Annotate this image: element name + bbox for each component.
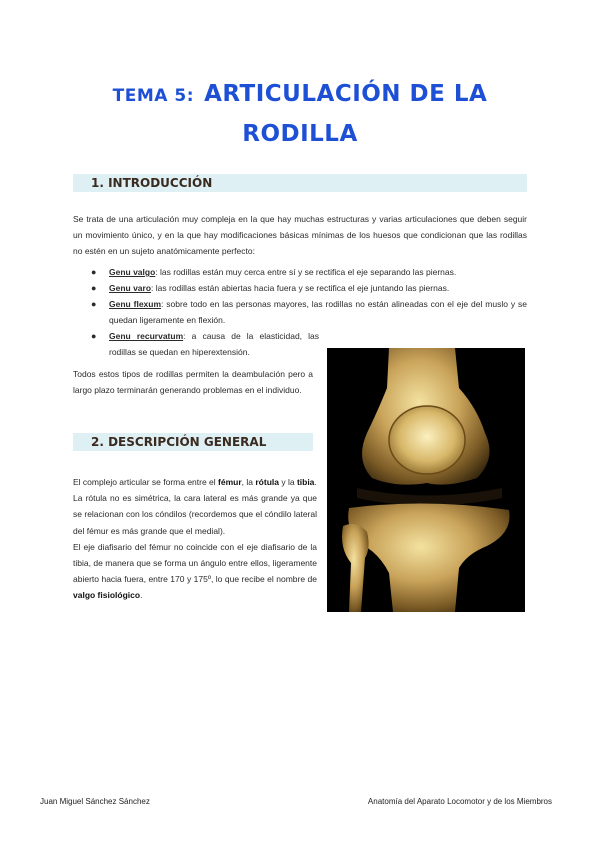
bullet-term: Genu recurvatum (109, 331, 184, 341)
section-heading-descripcion-general: 2. DESCRIPCIÓN GENERAL (73, 433, 313, 451)
description-line-3: El eje diafisario del fémur no coincide con el eje diafisario de la tibia, de manera que se forma un ángulo entre ellos, ligeramente abierto hacia fuera, entre 170 y 175º, lo que recibe el nombre de valgo fisiológico. (73, 541, 317, 601)
title-line-2: RODILLA (242, 121, 358, 147)
knee-3d-image (327, 348, 525, 612)
list-item (93, 328, 319, 360)
genu-list (93, 264, 527, 360)
knee-bone-illustration (327, 348, 525, 612)
title-line-1: ARTICULACIÓN DE LA (204, 81, 488, 107)
bullet-term: Genu varo (109, 283, 152, 293)
bullet-text: : las rodillas están abiertas hacia fuera y se rectifica el eje juntando las piernas. (151, 283, 450, 293)
bullet-text: : sobre todo en las personas mayores, las rodillas no están alineadas con el eje del muslo y se quedan ligeramente en flexión. (109, 299, 527, 325)
bullet-text: : las rodillas están muy cerca entre sí y se rectifica el eje separando las piernas. (155, 267, 457, 277)
term-rotula: rótula (255, 477, 279, 487)
document-title (0, 78, 600, 150)
bullet-icon: ● (91, 283, 97, 293)
bullet-icon: ● (91, 299, 97, 309)
bullet-text: : a causa de la elasticidad, las rodillas se quedan en hiperextensión. (109, 331, 320, 357)
title-prefix: TEMA 5: (112, 86, 194, 106)
intro-paragraph: Se trata de una articulación muy compleja en la que hay muchas estructuras y varias articulaciones que deben seguir un movimiento único, y en la que hay modificaciones básicas mínimas de los huesos que condicionan que las rodillas no estén en un sujeto anatómicamente perfecto: (73, 214, 527, 257)
description-paragraph (73, 474, 317, 604)
term-tibia: tibia (296, 477, 315, 487)
footer-author: Juan Miguel Sánchez Sánchez (40, 797, 150, 806)
description-line-1: El complejo articular se forma entre el fémur, la rótula y la tibia. (73, 477, 317, 487)
description-line-2: La rótula no es simétrica, la cara lateral es más grande ya que se relacionan con los cóndilos (recordemos que el cóndilo lateral del fémur es más grande que el medial). (73, 493, 317, 536)
list-item (93, 280, 527, 296)
bullet-icon: ● (91, 331, 97, 341)
list-item (93, 296, 527, 328)
bullet-term: Genu valgo (109, 267, 156, 277)
bullet-icon: ● (91, 267, 97, 277)
section-heading-introduccion: 1. INTRODUCCIÓN (73, 174, 527, 192)
term-valgo-fisiologico: valgo fisiológico (73, 590, 141, 601)
list-item (93, 264, 527, 280)
bullet-term: Genu flexum (109, 299, 162, 309)
term-femur: fémur (218, 477, 242, 487)
todos-paragraph: Todos estos tipos de rodillas permiten la deambulación pero a largo plazo terminarán generando problemas en el individuo. (73, 369, 313, 396)
footer-course: Anatomía del Aparato Locomotor y de los Miembros (367, 797, 552, 806)
